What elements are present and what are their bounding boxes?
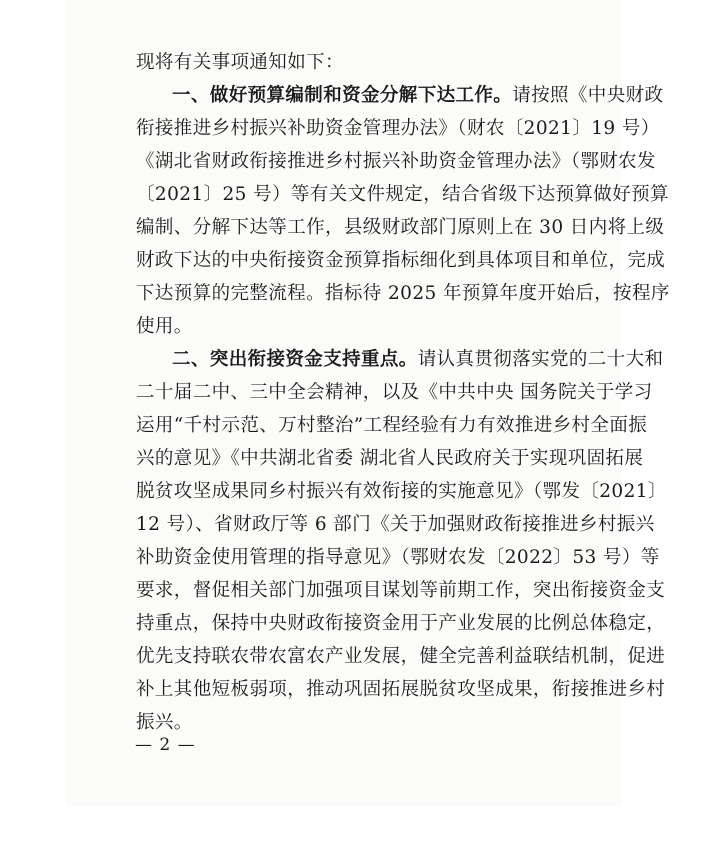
section-1-first-line-text: 请按照《中央财政 — [512, 85, 664, 106]
section-2-heading: 二、突出衔接资金支持重点。 — [172, 349, 418, 370]
section-2-line: 二十届二中、三中全会精神，以及《中共中央 国务院关于学习 — [136, 382, 653, 403]
section-1-first-line — [172, 85, 663, 107]
section-1-line: 财政下达的中央衔接资金预算指标细化到具体项目和单位，完成 — [136, 250, 666, 271]
section-2-line: 要求，督促相关部门加强项目谋划等前期工作，突出衔接资金支 — [136, 580, 666, 601]
section-2-line: 12 号）、省财政厅等 6 部门《关于加强财政衔接推进乡村振兴 — [136, 514, 655, 535]
section-1-line: 〔2021〕25 号）等有关文件规定，结合省级下达预算做好预算 — [136, 184, 669, 205]
section-1-line: 下达预算的完整流程。指标待 2025 年预算年度开始后，按程序 — [136, 283, 670, 304]
section-1-line: 《湖北省财政衔接推进乡村振兴补助资金管理办法》（鄂财农发 — [136, 151, 656, 172]
section-2-line: 优先支持联农带农富农产业发展，健全完善利益联结机制，促进 — [136, 646, 666, 667]
section-2-line: 补助资金使用管理的指导意见》（鄂财农发〔2022〕53 号）等 — [136, 547, 660, 568]
section-1-heading: 一、做好预算编制和资金分解下达工作。 — [172, 85, 513, 106]
section-2-line: 补上其他短板弱项，推动巩固拓展脱贫攻坚成果，衔接推进乡村 — [136, 679, 666, 700]
intro-text: 现将有关事项通知如下： — [136, 52, 344, 73]
page-number: — 2 — — [135, 735, 196, 755]
section-2-first-line — [172, 349, 663, 371]
section-2-line: 兴的意见》《中共湖北省委 湖北省人民政府关于实现巩固拓展 — [136, 448, 644, 469]
section-2-line: 振兴。 — [136, 712, 193, 733]
section-1-line: 衔接推进乡村振兴补助资金管理办法》（财农〔2021〕19 号） — [136, 118, 660, 139]
section-2-line: 运用“千村示范、万村整治”工程经验有力有效推进乡村全面振 — [136, 415, 648, 436]
section-1-line: 编制、分解下达等工作，县级财政部门原则上在 30 日内将上级 — [136, 217, 665, 238]
section-2-line: 持重点，保持中央财政衔接资金用于产业发展的比例总体稳定， — [136, 613, 666, 634]
section-2-line: 脱贫攻坚成果同乡村振兴有效衔接的实施意见》（鄂发〔2021〕 — [136, 481, 667, 502]
section-1-line: 使用。 — [136, 316, 193, 337]
section-2-first-line-text: 请认真贯彻落实党的二十大和 — [417, 349, 664, 370]
